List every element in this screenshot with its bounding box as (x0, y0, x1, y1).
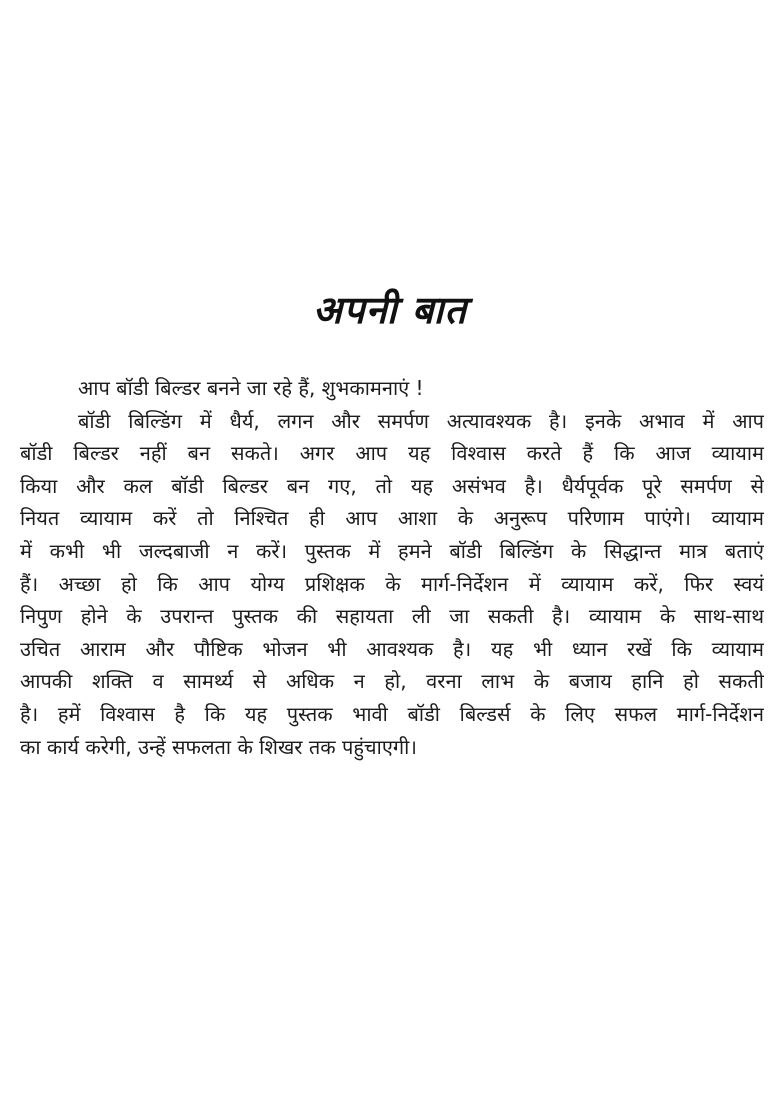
paragraph-line: उचित आराम और पौष्टिक भोजन भी आवश्यक है। यह भी ध्यान रखें कि व्यायाम (20, 636, 764, 661)
paragraph-line: में कभी भी जल्दबाजी न करें। पुस्तक में हमने बॉडी बिल्डिंग के सिद्धान्त मात्र बताएं (20, 538, 764, 563)
paragraph-line: किया और कल बॉडी बिल्डर बन गए, तो यह असंभव है। धैर्यपूर्वक पूरे समर्पण से (20, 473, 764, 498)
paragraph-line: का कार्य करेगी, उन्हें सफलता के शिखर तक पहुंचाएगी। (20, 734, 417, 759)
paragraph-line: हैं। अच्छा हो कि आप योग्य प्रशिक्षक के मार्ग-निर्देशन में व्यायाम करें, फिर स्वयं (20, 571, 764, 596)
paragraph-line: है। हमें विश्वास है कि यह पुस्तक भावी बॉडी बिल्डर्स के लिए सफल मार्ग-निर्देशन (20, 701, 764, 726)
paragraph-line: बॉडी बिल्डर नहीं बन सकते। अगर आप यह विश्वास करते हैं कि आज व्यायाम (20, 441, 764, 466)
paragraph-line: नियत व्यायाम करें तो निश्चित ही आप आशा के अनुरूप परिणाम पाएंगे। व्यायाम (20, 506, 764, 531)
paragraph-line: बॉडी बिल्डिंग में धैर्य, लगन और समर्पण अत्यावश्यक है। इनके अभाव में आप (78, 408, 764, 433)
body-text (20, 372, 764, 763)
paragraph-line: निपुण होने के उपरान्त पुस्तक की सहायता ली जा सकती है। व्यायाम के साथ-साथ (20, 604, 764, 629)
page-title: अपनी बात (313, 287, 467, 332)
paragraph-line: आपकी शक्ति व सामर्थ्य से अधिक न हो, वरना लाभ के बजाय हानि हो सकती (20, 669, 764, 694)
paragraph-line: आप बॉडी बिल्डर बनने जा रहे हैं, शुभकामनाएं ! (78, 376, 424, 400)
